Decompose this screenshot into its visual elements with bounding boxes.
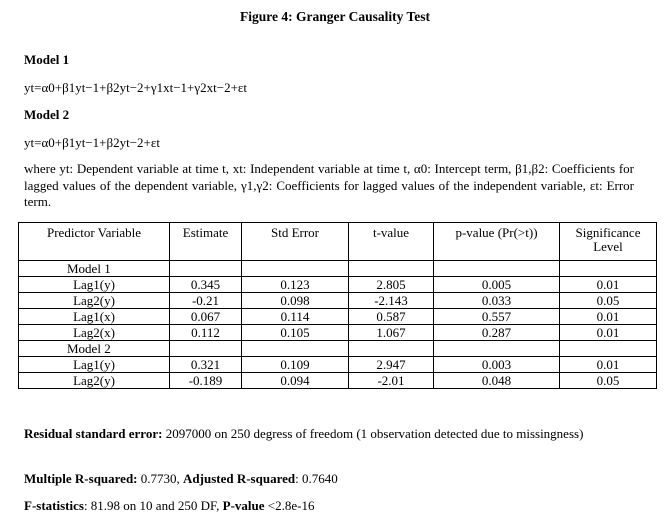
adj-r2-value: : 0.7640: [295, 471, 338, 486]
table-row: [19, 357, 657, 373]
cell-std-error: 0.094: [242, 373, 349, 389]
empty-cell: [434, 341, 560, 357]
empty-cell: [349, 341, 434, 357]
table-body: [19, 261, 657, 389]
cell-predictor: Lag1(y): [19, 277, 170, 293]
cell-significance: 0.01: [560, 277, 657, 293]
cell-estimate: -0.21: [170, 293, 242, 309]
table-row: [19, 277, 657, 293]
cell-estimate: 0.321: [170, 357, 242, 373]
p-label: P-value: [222, 498, 265, 513]
empty-cell: [242, 341, 349, 357]
model2-equation: yt=α0+β1yt−1+β2yt−2+εt: [24, 135, 160, 150]
cell-p-value: 0.005: [434, 277, 560, 293]
cell-estimate: 0.067: [170, 309, 242, 325]
cell-p-value: 0.048: [434, 373, 560, 389]
f-statistics-line: [24, 498, 634, 514]
cell-std-error: 0.123: [242, 277, 349, 293]
header-t-value: t-value: [349, 223, 434, 261]
cell-t-value: 2.947: [349, 357, 434, 373]
table-group-row: [19, 341, 657, 357]
cell-predictor: Lag1(x): [19, 309, 170, 325]
cell-t-value: -2.143: [349, 293, 434, 309]
table-row: [19, 325, 657, 341]
variable-definitions: where yt: Dependent variable at time t, xt: Independent variable at time t, α0: Intercept term, β1,β2: Coefficients for lagged values of the dependent variable, γ1,γ2: Coefficients for lagged values of the independent variable, εt: Error term.: [24, 161, 634, 209]
empty-cell: [434, 261, 560, 277]
cell-significance: 0.01: [560, 309, 657, 325]
cell-predictor: Lag2(y): [19, 373, 170, 389]
adj-r2-label: Adjusted R-squared: [183, 471, 296, 486]
granger-results-table: [18, 222, 657, 389]
cell-significance: 0.05: [560, 293, 657, 309]
cell-significance: 0.01: [560, 325, 657, 341]
group-label: Model 2: [19, 341, 170, 357]
table-row: [19, 293, 657, 309]
cell-p-value: 0.557: [434, 309, 560, 325]
rse-value: 2097000 on 250 degress of freedom (1 observation detected due to missingness): [162, 426, 584, 441]
figure-title: Figure 4: Granger Causality Test: [239, 9, 430, 24]
cell-predictor: Lag2(x): [19, 325, 170, 341]
empty-cell: [560, 261, 657, 277]
cell-std-error: 0.114: [242, 309, 349, 325]
cell-significance: 0.05: [560, 373, 657, 389]
cell-p-value: 0.287: [434, 325, 560, 341]
empty-cell: [170, 341, 242, 357]
cell-std-error: 0.098: [242, 293, 349, 309]
cell-estimate: 0.112: [170, 325, 242, 341]
f-value: : 81.98 on 10 and 250 DF,: [83, 498, 223, 513]
r2-value: 0.7730,: [137, 471, 184, 486]
empty-cell: [349, 261, 434, 277]
cell-estimate: 0.345: [170, 277, 242, 293]
header-p-value: p-value (Pr(>t)): [434, 223, 560, 261]
cell-t-value: 2.805: [349, 277, 434, 293]
header-significance: Significance Level: [560, 223, 657, 261]
table-row: [19, 373, 657, 389]
cell-predictor: Lag1(y): [19, 357, 170, 373]
empty-cell: [242, 261, 349, 277]
header-predictor: Predictor Variable: [19, 223, 170, 261]
cell-t-value: 1.067: [349, 325, 434, 341]
table-group-row: [19, 261, 657, 277]
cell-std-error: 0.105: [242, 325, 349, 341]
p-value: <2.8e-16: [264, 498, 315, 513]
cell-predictor: Lag2(y): [19, 293, 170, 309]
cell-p-value: 0.003: [434, 357, 560, 373]
model1-heading: Model 1: [24, 52, 70, 67]
empty-cell: [170, 261, 242, 277]
table-row: [19, 309, 657, 325]
rse-label: Residual standard error:: [24, 426, 163, 441]
model1-equation: yt=α0+β1yt−1+β2yt−2+γ1xt−1+γ2xt−2+εt: [24, 80, 247, 95]
header-std-error: Std Error: [242, 223, 349, 261]
group-label: Model 1: [19, 261, 170, 277]
f-label: F-statistics: [24, 498, 84, 513]
table-header-row: [19, 223, 657, 261]
cell-significance: 0.01: [560, 357, 657, 373]
model2-heading: Model 2: [24, 107, 70, 122]
cell-estimate: -0.189: [170, 373, 242, 389]
r2-label: Multiple R-squared:: [24, 471, 138, 486]
residual-standard-error: [24, 426, 634, 442]
r-squared-line: [24, 471, 634, 487]
header-estimate: Estimate: [170, 223, 242, 261]
cell-p-value: 0.033: [434, 293, 560, 309]
cell-std-error: 0.109: [242, 357, 349, 373]
cell-t-value: -2.01: [349, 373, 434, 389]
cell-t-value: 0.587: [349, 309, 434, 325]
empty-cell: [560, 341, 657, 357]
